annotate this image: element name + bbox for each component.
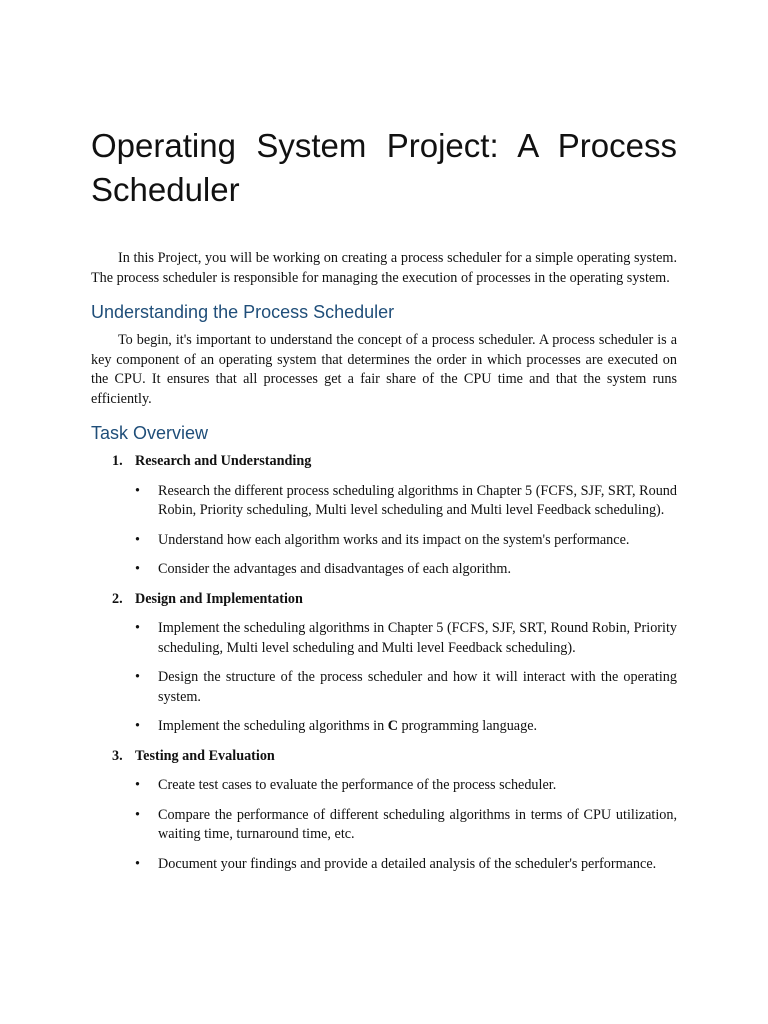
task-title: Testing and Evaluation [135,747,275,764]
bullet-text: Consider the advantages and disadvantages of each algorithm. [158,561,511,577]
task-title: Design and Implementation [135,590,303,607]
list-item [135,668,677,707]
bullet-text: Compare the performance of different scheduling algorithms in terms of CPU utilization, waiting time, turnaround time, etc. [158,806,677,842]
list-item [135,855,677,875]
bullet-text [158,718,537,734]
bullet-text: Understand how each algorithm works and its impact on the system's performance. [158,531,630,548]
list-item [135,806,677,845]
list-item [135,482,677,521]
bullet-icon: • [135,482,140,499]
task-heading [112,747,677,767]
bullet-icon: • [135,777,140,793]
list-item [135,531,677,551]
task-number: 2. [112,590,123,607]
task-number: 1. [112,453,123,469]
list-item [135,776,677,796]
language-name: C [387,718,398,734]
bullet-icon: • [135,806,140,823]
task-number: 3. [112,747,123,764]
bullet-text: Design the structure of the process scheduler and how it will interact with the operating system. [158,669,677,705]
bullet-text: Research the different process scheduling algorithms in Chapter 5 (FCFS, SJF, SRT, Round Robin, Priority scheduling, Multi level scheduling and Multi level Feedback scheduling). [158,482,677,518]
task-item-research [91,452,677,580]
page-title: Operating System Project: A Process Scheduler [91,127,677,208]
task-heading [112,590,677,610]
intro-paragraph: In this Project, you will be working on creating a process scheduler for a simple operating system. The process scheduler is responsible for managing the execution of processes in the operating system. [91,250,677,286]
task-list [91,452,677,874]
section-heading-understanding: Understanding the Process Scheduler [91,302,395,322]
list-item [135,560,677,580]
list-item [135,619,677,658]
bullet-list [135,619,677,737]
bullet-text: Document your findings and provide a detailed analysis of the scheduler's performance. [158,855,657,872]
bullet-icon: • [135,718,140,734]
task-item-testing [91,747,677,875]
bullet-text: Create test cases to evaluate the performance of the process scheduler. [158,777,557,793]
bullet-list [135,482,677,580]
bullet-text: Implement the scheduling algorithms in Chapter 5 (FCFS, SJF, SRT, Round Robin, Priority scheduling, Multi level scheduling and Multi level Feedback scheduling). [158,620,677,656]
document-page [91,124,677,874]
task-item-design [91,590,677,737]
bullet-icon: • [135,669,140,685]
understanding-paragraph: To begin, it's important to understand the concept of a process scheduler. A process scheduler is a key component of an operating system that determines the order in which processes are executed on the CPU. It ensures that all processes get a fair share of the CPU time and that the system runs efficiently. [91,332,677,407]
bullet-text-after: programming language. [397,718,538,734]
bullet-icon: • [135,855,140,872]
bullet-list [135,776,677,874]
bullet-icon: • [135,620,140,636]
list-item [135,717,677,737]
task-title: Research and Understanding [135,453,312,469]
section-heading-task-overview: Task Overview [91,423,209,443]
bullet-icon: • [135,531,140,548]
bullet-icon: • [135,561,140,577]
bullet-text-before: Implement the scheduling algorithms in [158,718,388,734]
task-heading [112,452,677,472]
